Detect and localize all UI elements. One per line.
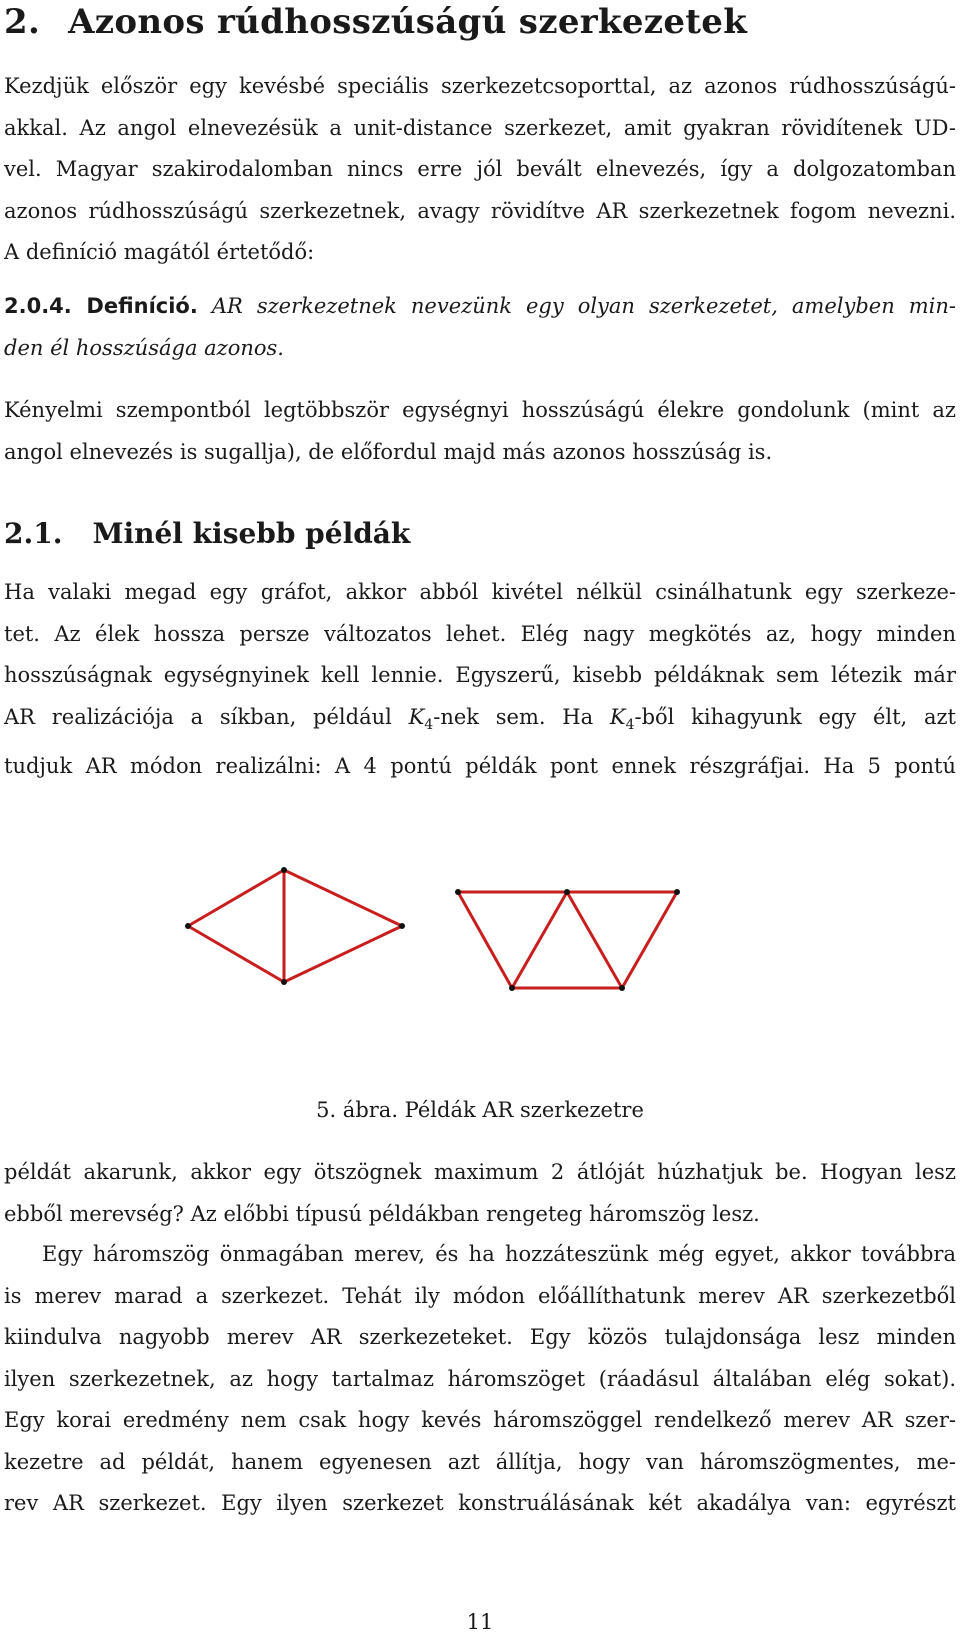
text-fragment: -ből kihagyunk egy élt, azt <box>634 704 956 729</box>
subsection-number: 2.1. <box>4 517 63 550</box>
text-line: példát akarunk, akkor egy ötszögnek maximum 2 átlóját húzhatjuk be. Hogyan lesz <box>4 1160 956 1184</box>
definition-number: 2.0.4. Definíció. <box>4 294 198 318</box>
text-line: ebből merevség? Az előbbi típusú példákban rengeteg háromszög lesz. <box>4 1201 760 1226</box>
text-line: kiindulva nagyobb merev AR szerkezeteket. Egy közös tulajdonsága lesz minden <box>4 1325 956 1349</box>
graph-edge <box>512 892 567 988</box>
text-line: kezetre ad példát, hanem egyenesen azt állítja, hogy van háromszögmentes, me- <box>4 1449 956 1474</box>
graph-vertex <box>564 889 570 895</box>
text-line: Egy korai eredmény nem csak hogy kevés háromszöggel rendelkező merev AR szer- <box>4 1408 956 1432</box>
definition-text: den él hosszúsága azonos. <box>4 335 284 360</box>
graph-edge <box>284 870 402 926</box>
subsection-heading <box>4 516 410 552</box>
text-fragment: AR realizációja a síkban, például <box>4 704 409 729</box>
final-paragraph <box>4 1234 956 1525</box>
graph-edge <box>458 892 512 988</box>
intro-paragraph <box>4 66 956 274</box>
section-number: 2. <box>4 2 41 42</box>
graph-vertex <box>185 923 191 929</box>
graph-edge <box>188 870 284 926</box>
graph-vertex <box>674 889 680 895</box>
text-line: Ha valaki megad egy gráfot, akkor abból kivétel nélkül csinálhatunk egy szerkeze- <box>4 580 956 604</box>
definition-text: AR szerkezetnek nevezünk egy olyan szerkezetet, amelyben min- <box>211 294 956 318</box>
remark-paragraph <box>4 390 956 473</box>
text-line: angol elnevezés is sugallja), de előfordul majd más azonos hosszúság is. <box>4 439 773 464</box>
text-line: Kezdjük először egy kevésbé speciális szerkezetcsoporttal, az azonos rúdhosszúságú- <box>4 74 956 98</box>
text-line: Kényelmi szempontból legtöbbször egységnyi hosszúságú élekre gondolunk (mint az <box>4 398 956 422</box>
graph-vertex <box>281 867 287 873</box>
text-line: Egy háromszög önmagában merev, és ha hozzáteszünk még egyet, akkor továbbra <box>42 1242 956 1266</box>
section-title: Azonos rúdhosszúságú szerkezetek <box>68 2 748 42</box>
section-heading <box>4 2 747 42</box>
subsection-paragraph <box>4 572 956 788</box>
graph-edge <box>284 926 402 982</box>
figure-edges <box>188 870 677 988</box>
text-line: akkal. Az angol elnevezésük a unit-distance szerkezet, amit gyakran rövidítenek UD- <box>4 115 956 140</box>
page-number: 11 <box>466 1610 494 1634</box>
text-line: tudjuk AR módon realizálni: A 4 pontú példák pont ennek részgráfjai. Ha 5 pontú <box>4 754 956 779</box>
text-line: azonos rúdhosszúságú szerkezetnek, avagy rövidítve AR szerkezetnek fogom nevezni. <box>4 198 956 223</box>
graph-edge <box>622 892 677 988</box>
continuation-paragraph <box>4 1152 956 1235</box>
definition-block <box>4 286 956 369</box>
text-line: hosszúságnak egységnyinek kell lennie. Egyszerű, kisebb példáknak sem létezik már <box>4 663 956 687</box>
graph-vertex <box>281 979 287 985</box>
graph-edge <box>188 926 284 982</box>
subsection-title: Minél kisebb példák <box>92 517 411 550</box>
math-subscript: 4 <box>424 716 434 733</box>
figure-ar-examples <box>4 860 956 1020</box>
text-line: is merev marad a szerkezet. Tehát ily módon előállíthatunk merev AR szerkezetből <box>4 1283 956 1308</box>
graph-vertex <box>509 985 515 991</box>
text-line: rev AR szerkezet. Egy ilyen szerkezet konstruálásának két akadálya van: egyrészt <box>4 1491 956 1515</box>
graph-vertex <box>455 889 461 895</box>
math-k: K <box>408 704 425 729</box>
figure-caption: 5. ábra. Példák AR szerkezetre <box>316 1098 644 1122</box>
text-fragment: -nek sem. Ha <box>433 704 610 729</box>
math-k: K <box>609 704 626 729</box>
graph-vertex <box>399 923 405 929</box>
graph-vertex <box>619 985 625 991</box>
text-line <box>4 697 956 747</box>
text-line: tet. Az élek hossza persze változatos lehet. Elég nagy megkötés az, hogy minden <box>4 621 956 646</box>
math-subscript: 4 <box>625 716 635 733</box>
text-line: vel. Magyar szakirodalomban nincs erre jól bevált elnevezés, így a dolgozatomban <box>4 157 956 181</box>
text-line: A definíció magától értetődő: <box>4 240 315 264</box>
graph-edge <box>567 892 622 988</box>
text-line: ilyen szerkezetnek, az hogy tartalmaz háromszöget (ráadásul általában elég sokat). <box>4 1366 956 1391</box>
